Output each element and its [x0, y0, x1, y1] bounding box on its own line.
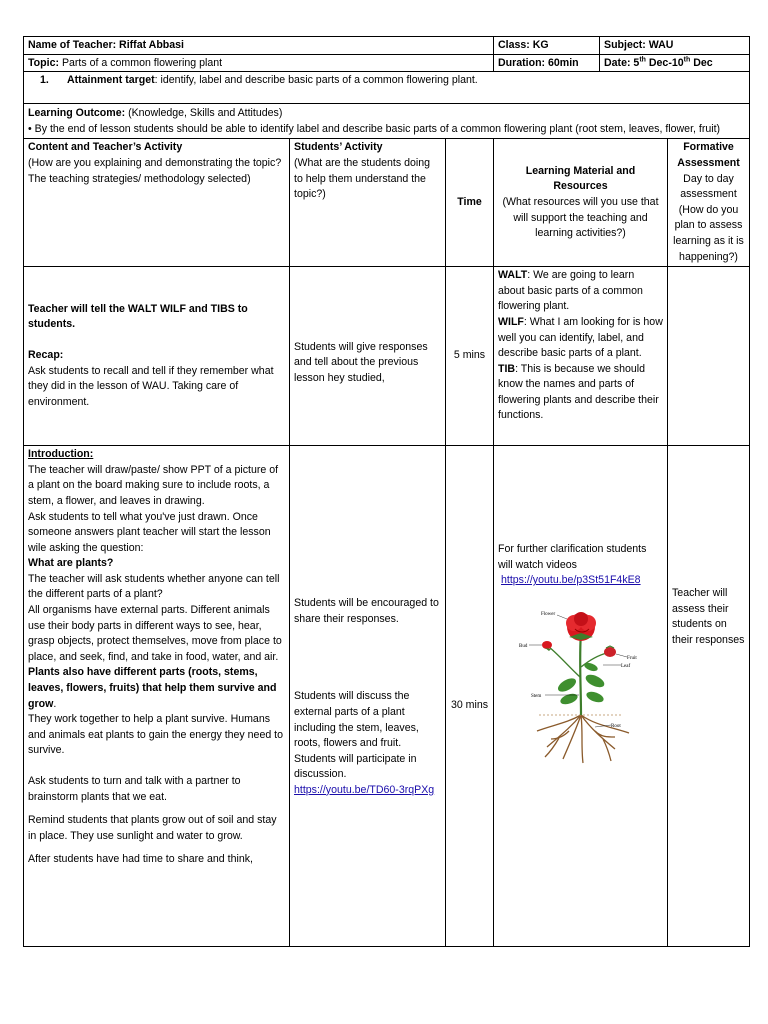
- duration-cell: Duration: 60min: [494, 54, 600, 72]
- header-row-topic: [24, 54, 750, 72]
- introduction-content: Introduction: The teacher will draw/paste/ show PPT of a picture of a plant on the board making sure to include roots, a stem, a flower, and leaves in drawing. Ask students to tell what you've just drawn. Once someone answers plant teacher will start the lesson wile asking the question: What are plants? The teacher will ask students whether anyone can tell the different parts of a plant? All organisms have external parts. Different animals use their body parts in different ways to see, hear, grasp objects, protect themselves, move from place to place, and seek, find, and take in food, water, and air. Plants also have different parts (roots, stems, leaves, flowers, fruits) that help them survive and grow. They work together to help a plant survive. Humans and animals eat plants to gain the energy they need to survive. Ask students to turn and talk with a partner to brainstorm plants that we eat. Remind students that plants grow out of soil and stay in place. They use sunlight and water to grow. After students have had time to share and think,: [24, 446, 290, 947]
- learning-outcome: Learning Outcome: (Knowledge, Skills and Attitudes) • By the end of lesson students should be able to identify label and describe basic parts of a common flowering plant (root stem, leaves, flower, fruit): [24, 104, 750, 139]
- video-link-p3st[interactable]: https://youtu.be/p3St51F4kE8: [501, 574, 641, 587]
- label-root: Root: [610, 723, 621, 729]
- activity-row-recap: [24, 267, 750, 446]
- recap-time: 5 mins: [446, 267, 494, 446]
- rose-flower-icon: [566, 612, 596, 641]
- label-stem: Stem: [530, 693, 541, 699]
- class-cell: Class: KG: [494, 37, 600, 55]
- lesson-plan-table: [23, 36, 750, 947]
- introduction-assessment: Teacher will assess their students on their responses: [668, 446, 750, 947]
- bud-icon: [542, 641, 552, 651]
- date-cell: Date: 5th Dec-10th Dec: [600, 54, 750, 72]
- label-bud: Bud: [518, 643, 527, 649]
- attainment-row: [24, 72, 750, 104]
- recap-students: Students will give responses and tell about the previous lesson hey studied,: [290, 267, 446, 446]
- subject-cell: Subject: WAU: [600, 37, 750, 55]
- plant-diagram: [498, 589, 663, 773]
- label-flower: Flower: [540, 611, 555, 617]
- col-assessment-header: Formative Assessment Day to day assessment (How do you plan to assess learning as it is happening?): [668, 139, 750, 267]
- introduction-material: For further clarification students will watch videos https://youtu.be/p3St51F4kE8 Flower Bud Fruit Leaf Stem Root: [494, 446, 668, 947]
- col-students-header: Students’ Activity (What are the students doing to help them understand the topic?): [290, 139, 446, 267]
- fruit-icon: [604, 646, 616, 657]
- col-content-header: Content and Teacher’s Activity (How are you explaining and demonstrating the topic? The teaching strategies/ methodology selected): [24, 139, 290, 267]
- recap-assessment: [668, 267, 750, 446]
- recap-content: Teacher will tell the WALT WILF and TIBS to students. Recap: Ask students to recall and tell if they remember what they did in the lesson of WAU. Taking care of environment.: [24, 267, 290, 446]
- label-leaf: Leaf: [620, 663, 630, 669]
- learning-outcome-row: [24, 104, 750, 139]
- flowering-plant-illustration: [511, 607, 651, 767]
- teacher-name: Name of Teacher: Riffat Abbasi: [24, 37, 494, 55]
- column-header-row: [24, 139, 750, 267]
- header-row-teacher: [24, 37, 750, 55]
- stem-icon: [580, 633, 581, 715]
- lesson-plan: [23, 36, 749, 947]
- recap-material: WALT: We are going to learn about basic parts of a common flowering plant. WILF: What I am looking for is how well you can identify, label, and describe basic parts of a plant. TIB: This is because we should know the names and parts of flowering plants and describe their functions.: [494, 267, 668, 446]
- attainment-target: 1. Attainment target: identify, label and describe basic parts of a common flowering plant.: [24, 72, 750, 104]
- topic-cell: Topic: Parts of a common flowering plant: [24, 54, 494, 72]
- activity-row-introduction: [24, 446, 750, 947]
- roots-icon: [537, 715, 629, 763]
- introduction-students: Students will be encouraged to share their responses. Students will discuss the external parts of a plant including the stem, leaves, roots, flowers and fruit. Students will participate in discussion. https://youtu.be/TD60-3rqPXg: [290, 446, 446, 947]
- col-time-header: Time: [446, 139, 494, 267]
- label-fruit: Fruit: [626, 655, 637, 661]
- video-link-td60[interactable]: https://youtu.be/TD60-3rqPXg: [294, 783, 435, 796]
- col-material-header: Learning Material and Resources (What resources will you use that will support the teaching and learning activities?): [494, 139, 668, 267]
- introduction-time: 30 mins: [446, 446, 494, 947]
